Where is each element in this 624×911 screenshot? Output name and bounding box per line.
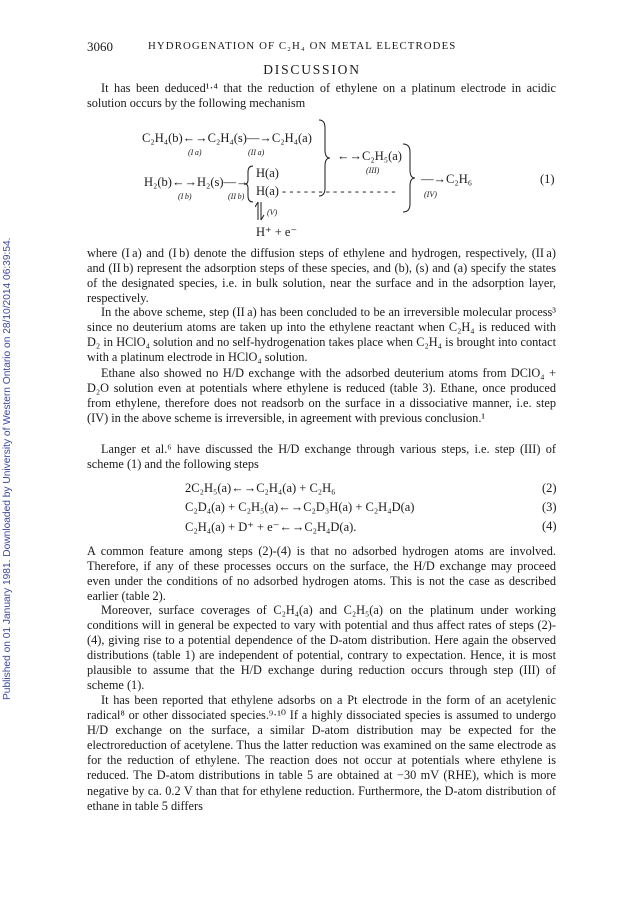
mechanism-row-ethylene: C₂H₄(b)←→C₂H₄(s)—→C₂H₄(a) xyxy=(142,131,312,145)
page-number: 3060 xyxy=(87,39,113,54)
label-iia: (II a) xyxy=(248,148,265,157)
paragraph-definitions: where (I a) and (I b) denote the diffusion steps of ethylene and hydrogen, respectively, (II a) and (II b) represent the adsorption steps of these species, and (b), (s) and (a) specify the states of the designated species, i.e. in bulk solution, near the surface and in the adsorption layer, respectively. xyxy=(87,246,556,306)
equation-number-3: (3) xyxy=(542,500,557,514)
step-v-arrows xyxy=(255,199,265,223)
section-title: DISCUSSION xyxy=(263,62,361,77)
equation-number-1: (1) xyxy=(540,172,555,186)
equation-4: C₂H₄(a) + D⁺ + e⁻←→C₂H₄D(a). xyxy=(185,520,357,534)
reaction-mechanism-scheme xyxy=(0,0,624,260)
label-ib: (I b) xyxy=(178,192,192,201)
paragraph-common-feature: A common feature among steps (2)-(4) is that no adsorbed hydrogen atoms are involved. Therefore, if any of these processes occurs on the surface, the H/D exchange may proceed even under the conditions of no adsorbed hydrogen atoms. This is not the case as described earlier (table 2). xyxy=(87,544,556,604)
lower-right-brace xyxy=(402,142,416,214)
adsorbed-hydrogen-bottom: H(a) - - - - - - - - - - - - - - - - xyxy=(256,184,396,198)
label-iib: (II b) xyxy=(228,192,245,201)
paragraph-step-iia: In the above scheme, step (II a) has been concluded to be an irreversible molecular process³ since no deuterium atoms are taken up into the ethylene reactant when C₂H₄ is reduced with D₂ in HClO₄ solution and no self-hydrogenation takes place when C₂H₄ is brought into contact with a platinum electrode in HClO₄ solution. xyxy=(87,305,556,365)
mechanism-row-hydrogen: H₂(b)←→H₂(s)—→ xyxy=(144,175,249,189)
running-head: HYDROGENATION OF C₂H₄ ON METAL ELECTRODES xyxy=(148,40,457,52)
paragraph-ethane: Ethane also showed no H/D exchange with the adsorbed deuterium atoms from DClO₄ + D₂O solution even at potentials where ethylene is reduced (table 3). Ethane, once produced from ethylene, therefore does not readsorb on the surface in a dissociative manner, i.e. step (IV) in the above scheme is irreversible, in agreement with previous conclusion.¹ xyxy=(87,366,556,426)
paragraph-acetylene: It has been reported that ethylene adsorbs on a Pt electrode in the form of an acetylenic radical⁸ or other dissociated species.⁹·¹⁰ If a highly dissociated species is assumed to undergo H/D exchange on the surface, a similar D-atom distribution may be expected for the electroreduction of acetylene. Thus the latter reduction was examined on the same electrode as for the reduction of ethylene. The reaction does not occur at potentials where ethylene is reduced. The D-atom distributions in table 5 are obtained at −30 mV (RHE), which is more negative by ca. 0.2 V than that for ethylene reduction. Furthermore, the D-atom distribution of ethane in table 5 differs xyxy=(87,693,556,813)
equation-number-4: (4) xyxy=(542,519,557,533)
download-notice: Published on 01 January 1981. Downloaded by University of Western Ontario on 28/10/2014 06:39:54. xyxy=(2,237,13,700)
adsorbed-hydrogen-top: H(a) xyxy=(256,166,279,180)
paragraph-langer: Langer et al.⁶ have discussed the H/D exchange through various steps, i.e. step (III) of scheme (1) and the following steps xyxy=(87,442,556,472)
ethane-product: —→C₂H₆ xyxy=(421,172,473,186)
hydrogen-split-brace xyxy=(244,164,254,204)
equation-3: C₂D₄(a) + C₂H₅(a)←→C₂D₃H(a) + C₂H₄D(a) xyxy=(185,500,415,514)
label-ia: (I a) xyxy=(188,148,202,157)
label-iv: (IV) xyxy=(424,190,437,199)
ethyl-intermediate: ←→C₂H₅(a) xyxy=(337,149,402,163)
paragraph-surface-coverage: Moreover, surface coverages of C₂H₄(a) and C₂H₅(a) on the platinum under working conditions will in general be expected to vary with potential and thus affect rates of steps (2)-(4), giving rise to a potential dependence of the D-atom distribution. Here again the observed distributions (table 1) are independent of potential, contrary to expectation. Hence, it is most plausible to assume that the H/D exchange during reduction occurs through step (III) of scheme (1). xyxy=(87,603,556,693)
equation-number-2: (2) xyxy=(542,481,557,495)
equation-2: 2C₂H₅(a)←→C₂H₄(a) + C₂H₆ xyxy=(185,481,336,495)
intro-paragraph: It has been deduced¹·⁴ that the reduction of ethylene on a platinum electrode in acidic solution occurs by the following mechanism xyxy=(87,81,556,111)
label-iii: (III) xyxy=(366,166,380,175)
proton-electron: H⁺ + e⁻ xyxy=(256,225,298,239)
label-v: (V) xyxy=(267,208,278,217)
